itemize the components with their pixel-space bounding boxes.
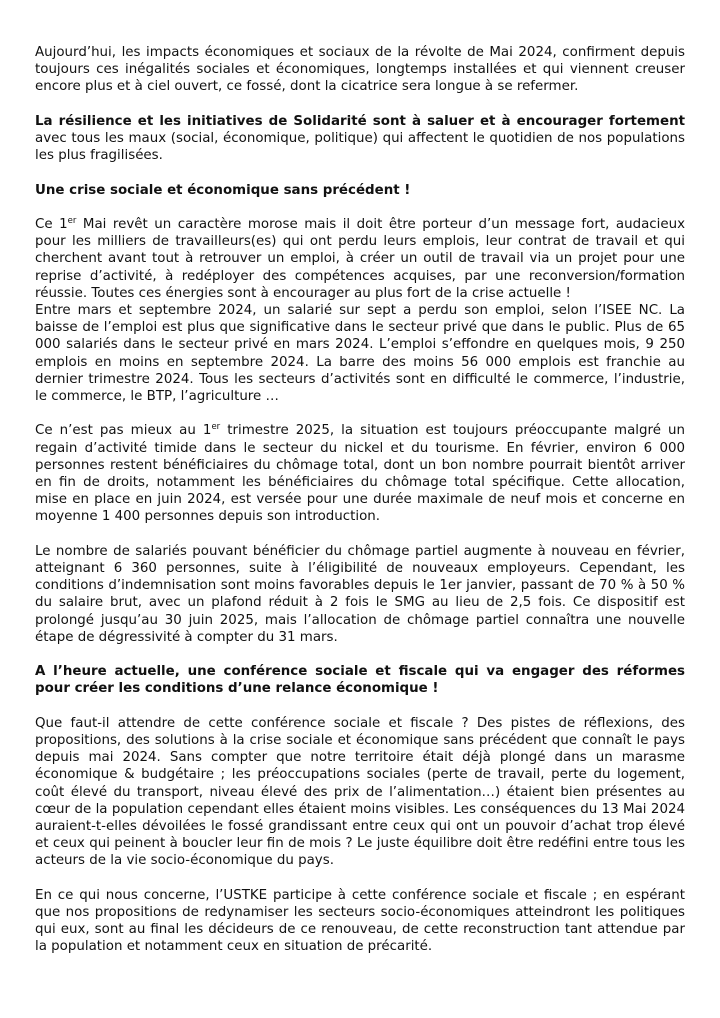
resilience-paragraph bbox=[35, 113, 685, 165]
ordinal-superscript: er bbox=[211, 422, 221, 433]
partial-unemployment-paragraph: Le nombre de salariés pouvant bénéficier du chômage partiel augmente à nouveau en février, atteignant 6 360 personnes, suite à l’éligibilité de nouveaux employeurs. Cependant, les conditions d’indemnisation sont moins favorables depuis le 1er janvier, passant de 70 % à 50 % du salaire brut, avec un plafond réduit à 2 fois le SMG au lieu de 2,5 fois. Ce dispositif est prolongé jusqu’au 30 juin 2025, mais l’allocation de chômage partiel connaîtra une nouvelle étape de dégressivité à compter du 31 mars. bbox=[35, 543, 685, 645]
ordinal-superscript: er bbox=[67, 215, 77, 226]
crisis-heading: Une crise sociale et économique sans précédent ! bbox=[35, 182, 411, 198]
ustke-paragraph: En ce qui nous concerne, l’USTKE participe à cette conférence sociale et fiscale ; en espérant que nos propositions de redynamiser les secteurs socio-économiques atteindront les politiques qui eux, sont au final les décideurs de ce renouveau, de cette reconstruction tant attendue par la population et notamment ceux en situation de précarité. bbox=[35, 887, 685, 955]
q1-text-start: Ce n’est pas mieux au 1 bbox=[35, 423, 212, 439]
conference-paragraph: Que faut-il attendre de cette conférence sociale et fiscale ? Des pistes de réflexions, des propositions, des solutions à la crise sociale et économique sans précédent que connaît le pays depuis mai 2024. Sans compter que notre territoire était déjà plongé dans un marasme économique & budgétaire ; les préoccupations sociales (perte de travail, perte du logement, coût élevé du transport, niveau élevé des prix de l’alimentation…) étaient bien présentes au cœur de la population cependant elles étaient moins visibles. Les conséquences du 13 Mai 2024 auraient-t-elles dévoilées le fossé grandissant entre ceux qui ont un pouvoir d’achat trop élevé et ceux qui peinent à boucler leur fin de mois ? Le juste équilibre doit être redéfini entre tous les acteurs de la vie socio-économique du pays. bbox=[35, 715, 685, 869]
resilience-emphasis: La résilience et les initiatives de Solidarité sont à saluer et à encourager fortement bbox=[35, 113, 685, 129]
may-day-text-start: Ce 1 bbox=[35, 216, 68, 232]
q1-2025-paragraph bbox=[35, 422, 685, 525]
may-day-paragraph bbox=[35, 216, 685, 302]
q1-text-rest: trimestre 2025, la situation est toujours préoccupante malgré un regain d’activité timide dans le secteur du nickel et du tourisme. En février, environ 6 000 personnes restent bénéficiaires du chômage total, dont un bon nombre pourrait bientôt arriver en fin de droits, notamment les bénéficiaires du chômage total spécifique. Cette allocation, mise en place en juin 2024, est versée pour une durée maximale de neuf mois et concerne en moyenne 1 400 personnes depuis son introduction. bbox=[35, 423, 685, 525]
may-day-text-rest: Mai revêt un caractère morose mais il doit être porteur d’un message fort, audacieux pour les milliers de travailleurs(es) qui ont perdu leurs emplois, leur contrat de travail et qui cherchent avant tout à retrouver un emploi, à créer un outil de travail via un projet pour une reprise d’activité, à redéployer des compétences acquises, par une reconversion/formation réussie. Toutes ces énergies sont à encourager au plus fort de la crise actuelle ! bbox=[35, 216, 686, 301]
intro-paragraph: Aujourd’hui, les impacts économiques et sociaux de la révolte de Mai 2024, confirment depuis toujours ces inégalités sociales et économiques, longtemps installées et qui viennent creuser encore plus et à ciel ouvert, ce fossé, dont la cicatrice sera longue à se refermer. bbox=[35, 45, 685, 95]
resilience-text: avec tous les maux (social, économique, politique) qui affectent le quotidien de nos populations les plus fragilisées. bbox=[35, 131, 685, 164]
employment-paragraph: Entre mars et septembre 2024, un salarié sur sept a perdu son emploi, selon l’ISEE NC. La baisse de l’emploi est plus que significative dans le secteur privé que dans le public. Plus de 65 000 salariés dans le secteur privé en mars 2024. L’emploi s’effondre en quelques mois, 9 250 emplois en moins en septembre 2024. La barre des moins 56 000 emplois est franchie au dernier trimestre 2024. Tous les secteurs d’activités sont en difficulté le commerce, l’industrie, le commerce, le BTP, l’agriculture … bbox=[35, 303, 685, 405]
conference-heading: A l’heure actuelle, une conférence sociale et fiscale qui va engager des réformes pour créer les conditions d’une relance économique ! bbox=[35, 664, 685, 697]
